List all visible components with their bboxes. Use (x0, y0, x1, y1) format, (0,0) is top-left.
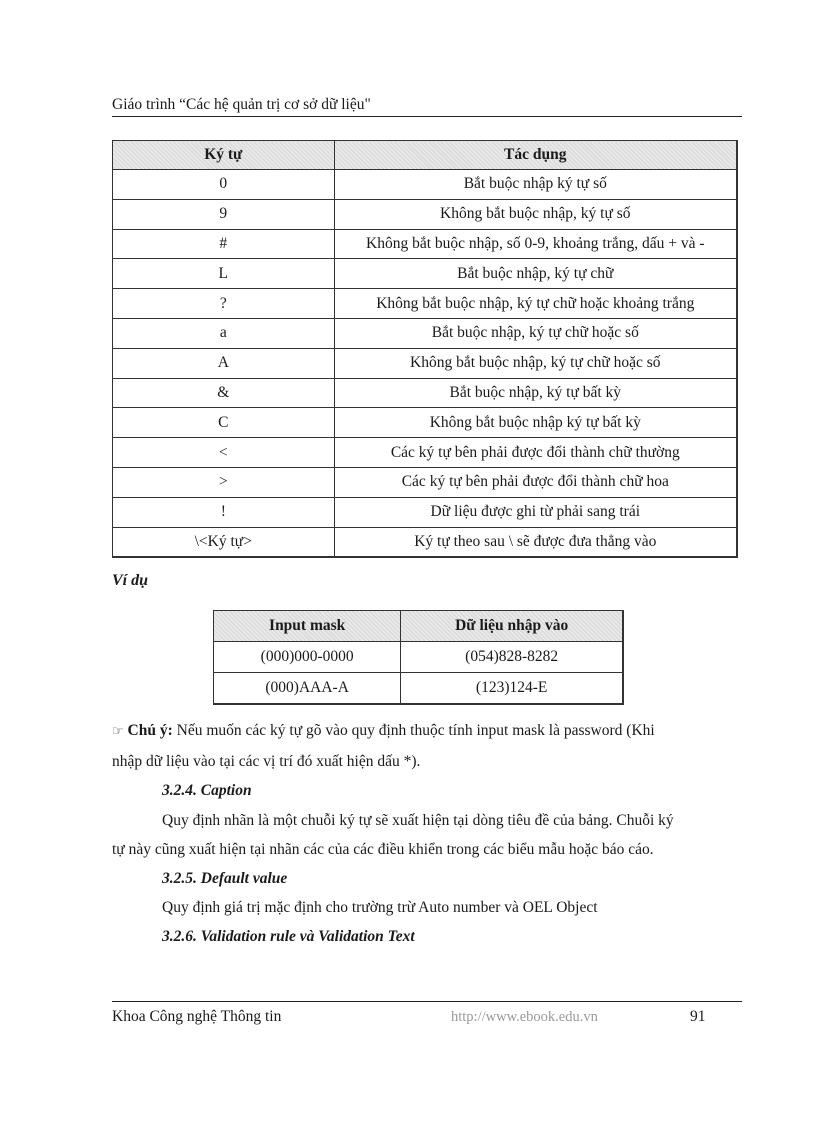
caption-text-line1: Quy định nhãn là một chuỗi ký tự sẽ xuất hiện tại dòng tiêu đề của bảng. Chuỗi ký (162, 812, 674, 829)
cell-effect: Không bắt buộc nhập, ký tự chữ hoặc số (334, 348, 737, 378)
note-paragraph (112, 721, 742, 742)
column-header: Tác dụng (334, 141, 737, 170)
cell-effect: Ký tự theo sau \ sẽ được đưa thẳng vào (334, 527, 737, 557)
cell-effect: Các ký tự bên phải được đổi thành chữ hoa (334, 467, 737, 497)
section-heading-caption: 3.2.4. Caption (162, 782, 252, 799)
default-value-text: Quy định giá trị mặc định cho trường trừ Auto number và OEL Object (162, 899, 598, 916)
table-row (113, 408, 738, 438)
cell-effect: Các ký tự bên phải được đổi thành chữ thường (334, 438, 737, 468)
note-text-line2: nhập dữ liệu vào tại các vị trí đó xuất hiện dấu *). (112, 753, 421, 770)
cell-character: ? (113, 289, 335, 319)
table-row (113, 378, 738, 408)
table-row (113, 497, 738, 527)
cell-character: C (113, 408, 335, 438)
page-number: 91 (690, 1008, 706, 1025)
column-header: Dữ liệu nhập vào (401, 611, 623, 642)
input-mask-characters-table (112, 140, 738, 558)
table-row (214, 673, 624, 705)
cell-character: A (113, 348, 335, 378)
cell-character: 0 (113, 170, 335, 200)
cell-character: < (113, 438, 335, 468)
cell-input-mask: (000)000-0000 (214, 642, 401, 673)
cell-character: & (113, 378, 335, 408)
column-header: Input mask (214, 611, 401, 642)
footer-divider (112, 1001, 742, 1002)
note-label: Chú ý: (127, 722, 173, 739)
cell-character: L (113, 259, 335, 289)
table-row (214, 642, 624, 673)
cell-entered-data: (123)124-E (401, 673, 623, 705)
table-row (113, 348, 738, 378)
table-row (113, 170, 738, 200)
cell-effect: Không bắt buộc nhập, ký tự chữ hoặc khoảng trắng (334, 289, 737, 319)
pointing-hand-icon: ☞ (112, 724, 124, 739)
table-row (113, 527, 738, 557)
cell-input-mask: (000)AAA-A (214, 673, 401, 705)
header-divider (112, 116, 742, 117)
cell-character: a (113, 318, 335, 348)
cell-character: > (113, 467, 335, 497)
cell-effect: Bắt buộc nhập, ký tự bất kỳ (334, 378, 737, 408)
section-heading-validation: 3.2.6. Validation rule và Validation Text (162, 928, 415, 945)
page-header: Giáo trình “Các hệ quản trị cơ sở dữ liệu" (112, 96, 371, 113)
table-row (113, 467, 738, 497)
cell-effect: Bắt buộc nhập ký tự số (334, 170, 737, 200)
example-table (213, 610, 624, 705)
table-row (113, 259, 738, 289)
footer-department: Khoa Công nghệ Thông tin (112, 1008, 282, 1025)
example-heading: Ví dụ (112, 572, 149, 589)
cell-effect: Dữ liệu được ghi từ phải sang trái (334, 497, 737, 527)
table-header-row (113, 141, 738, 170)
cell-effect: Bắt buộc nhập, ký tự chữ hoặc số (334, 318, 737, 348)
caption-text-line2: tự này cũng xuất hiện tại nhãn các của các điều khiển trong các biểu mẫu hoặc báo cáo. (112, 841, 654, 858)
cell-character: ! (113, 497, 335, 527)
table-row (113, 438, 738, 468)
cell-effect: Không bắt buộc nhập, ký tự số (334, 199, 737, 229)
cell-effect: Không bắt buộc nhập, số 0-9, khoảng trắng, dấu + và - (334, 229, 737, 259)
cell-character: # (113, 229, 335, 259)
table-row (113, 318, 738, 348)
cell-effect: Bắt buộc nhập, ký tự chữ (334, 259, 737, 289)
cell-character: \<Ký tự> (113, 527, 335, 557)
cell-effect: Không bắt buộc nhập ký tự bất kỳ (334, 408, 737, 438)
cell-character: 9 (113, 199, 335, 229)
table-row (113, 199, 738, 229)
column-header: Ký tự (113, 141, 335, 170)
section-heading-default-value: 3.2.5. Default value (162, 870, 288, 887)
table-header-row (214, 611, 624, 642)
table-row (113, 229, 738, 259)
cell-entered-data: (054)828-8282 (401, 642, 623, 673)
table-row (113, 289, 738, 319)
note-text-line1: Nếu muốn các ký tự gõ vào quy định thuộc tính input mask là password (Khi (172, 722, 655, 739)
footer-url: http://www.ebook.edu.vn (451, 1009, 598, 1025)
